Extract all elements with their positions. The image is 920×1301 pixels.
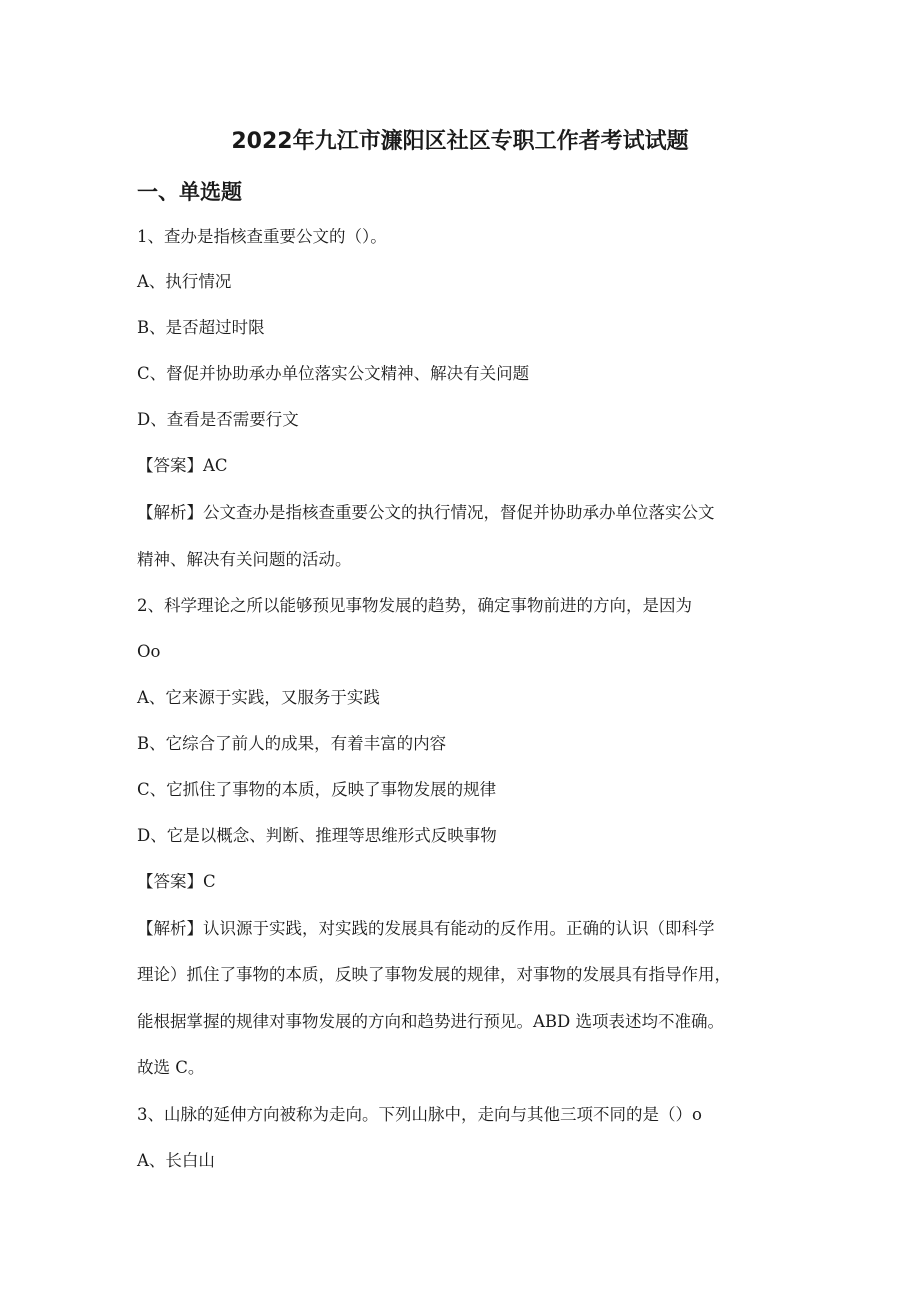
question-2-analysis-line-4: 故选 C。 [137, 1058, 205, 1077]
question-1-option-d: D、查看是否需要行文 [137, 410, 299, 429]
question-2-option-d: D、它是以概念、判断、推理等思维形式反映事物 [137, 826, 497, 845]
question-1-option-a: A、执行情况 [137, 272, 232, 291]
question-2-analysis-line-3: 能根据掌握的规律对事物发展的方向和趋势进行预见。ABD 选项表述均不准确。 [137, 1012, 725, 1031]
question-2-stem-line-2: Oo [137, 642, 161, 661]
question-2-stem-line-1: 2、科学理论之所以能够预见事物发展的趋势，确定事物前进的方向，是因为 [137, 596, 692, 615]
question-2-analysis-line-2: 理论）抓住了事物的本质，反映了事物发展的规律，对事物的发展具有指导作用， [137, 965, 731, 984]
question-1-answer: 【答案】AC [137, 456, 228, 475]
question-1-option-b: B、是否超过时限 [137, 318, 265, 337]
question-2-option-b: B、它综合了前人的成果，有着丰富的内容 [137, 734, 447, 753]
section-heading: 一、单选题 [137, 180, 242, 204]
question-3-stem: 3、山脉的延伸方向被称为走向。下列山脉中，走向与其他三项不同的是（）o [137, 1105, 702, 1124]
question-1-option-c: C、督促并协助承办单位落实公文精神、解决有关问题 [137, 364, 530, 383]
document-title: 2022年九江市濂阳区社区专职工作者考试试题 [231, 129, 689, 154]
question-2-option-c: C、它抓住了事物的本质，反映了事物发展的规律 [137, 780, 497, 799]
question-2-analysis-line-1: 【解析】认识源于实践，对实践的发展具有能动的反作用。正确的认识（即科学 [137, 919, 715, 938]
question-3-option-a: A、长白山 [137, 1151, 215, 1170]
question-2-answer: 【答案】C [137, 872, 216, 891]
question-1-stem: 1、查办是指核查重要公文的（）。 [137, 227, 387, 246]
question-1-analysis-line-1: 【解析】公文查办是指核查重要公文的执行情况，督促并协助承办单位落实公文 [137, 503, 715, 522]
question-2-option-a: A、它来源于实践，又服务于实践 [137, 688, 380, 707]
question-1-analysis-line-2: 精神、解决有关问题的活动。 [137, 550, 352, 569]
